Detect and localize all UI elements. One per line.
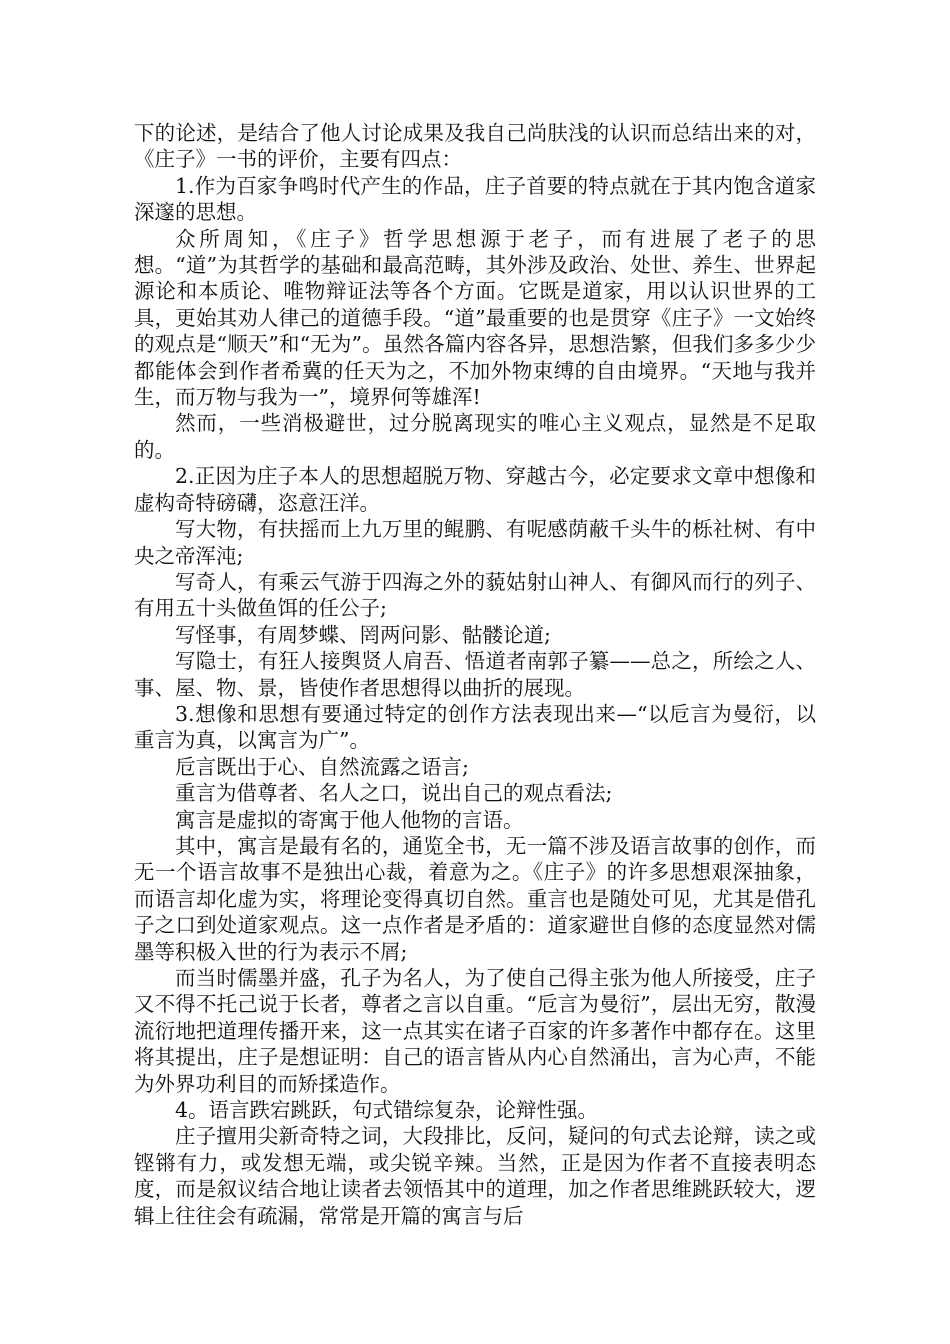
- paragraph: 写大物，有扶摇而上九万里的鲲鹏、有呢感荫蔽千头牛的栎社树、有中央之帝浑沌;: [134, 517, 816, 568]
- paragraph: 然而，一些消极避世，过分脱离现实的唯心主义观点，显然是不足取的。: [134, 411, 816, 462]
- paragraph: 而当时儒墨并盛，孔子为名人，为了使自己得主张为他人所接受，庄子又不得不托己说于长者，尊者之言以自重。“卮言为曼衍”，层出无穷，散漫流衍地把道理传播开来，这一点其实在诸子百家的许多著作中都存在。这里将其提出，庄子是想证明：自己的语言皆从内心自然涌出，言为心声，不能为外界功利目的而矫揉造作。: [134, 966, 816, 1096]
- paragraph: 众所周知，《庄子》哲学思想源于老子，而有进展了老子的思想。“道”为其哲学的基础和最高范畴，其外涉及政治、处世、养生、世界起源论和本质论、唯物辩证法等各个方面。它既是道家，用以认识世界的工具，更始其劝人律己的道德手段。“道”最重要的也是贯穿《庄子》一文始终的观点是“顺天”和“无为”。虽然各篇内容各异，思想浩繁，但我们多多少少都能体会到作者希冀的任天为之，不加外物束缚的自由境界。“天地与我并生，而万物与我为一”，境界何等雄浑!: [134, 226, 816, 410]
- document-body: [134, 120, 816, 1229]
- paragraph: 卮言既出于心、自然流露之语言;: [175, 754, 469, 779]
- paragraph: 写怪事，有周梦蝶、罔两问影、骷髅论道;: [175, 622, 551, 647]
- paragraph: 寓言是虚拟的寄寓于他人他物的言语。: [175, 807, 524, 832]
- point-3-heading: 3.想像和思想有要通过特定的创作方法表现出来—“以卮言为曼衍，以重言为真，以寓言为广”。: [134, 701, 816, 753]
- paragraph: 写隐士，有狂人接舆贤人肩吾、悟道者南郭子纂——总之，所绘之人、事、屋、物、景，皆使作者思想得以曲折的展现。: [134, 649, 816, 700]
- paragraph: 重言为借尊者、名人之口，说出自己的观点看法;: [175, 781, 613, 806]
- paragraph: 写奇人，有乘云气游于四海之外的藐姑射山神人、有御风而行的列子、有用五十头做鱼饵的任公子;: [134, 569, 816, 621]
- paragraph: 其中，寓言是最有名的，通览全书，无一篇不涉及语言故事的创作，而无一个语言故事不是独出心裁，着意为之。《庄子》的许多思想艰深抽象，而语言却化虚为实，将理论变得真切自然。重言也是随处可见，尤其是借孔子之口到处道家观点。这一点作者是矛盾的：道家避世自修的态度显然对儒墨等积极入世的行为表示不屑;: [134, 833, 816, 964]
- point-1-heading: 1.作为百家争鸣时代产生的作品，庄子首要的特点就在于其内饱含道家深邃的思想。: [134, 173, 816, 225]
- point-2-heading: 2.正因为庄子本人的思想超脱万物、穿越古今，必定要求文章中想像和虚构奇特磅礴，恣意汪洋。: [134, 464, 816, 515]
- point-4-heading: 4。语言跌宕跳跃，句式错综复杂，论辩性强。: [175, 1098, 599, 1123]
- paragraph: 庄子擅用尖新奇特之词，大段排比，反问，疑问的句式去论辩，读之或铿锵有力，或发想无端，或尖锐辛辣。当然，正是因为作者不直接表明态度，而是叙议结合地让读者去领悟其中的道理，加之作者思维跳跃较大，逻辑上往往会有疏漏，常常是开篇的寓言与后: [134, 1124, 816, 1228]
- paragraph-continuation: 下的论述，是结合了他人讨论成果及我自己尚肤浅的认识而总结出来的对，《庄子》一书的评价，主要有四点：: [134, 121, 816, 172]
